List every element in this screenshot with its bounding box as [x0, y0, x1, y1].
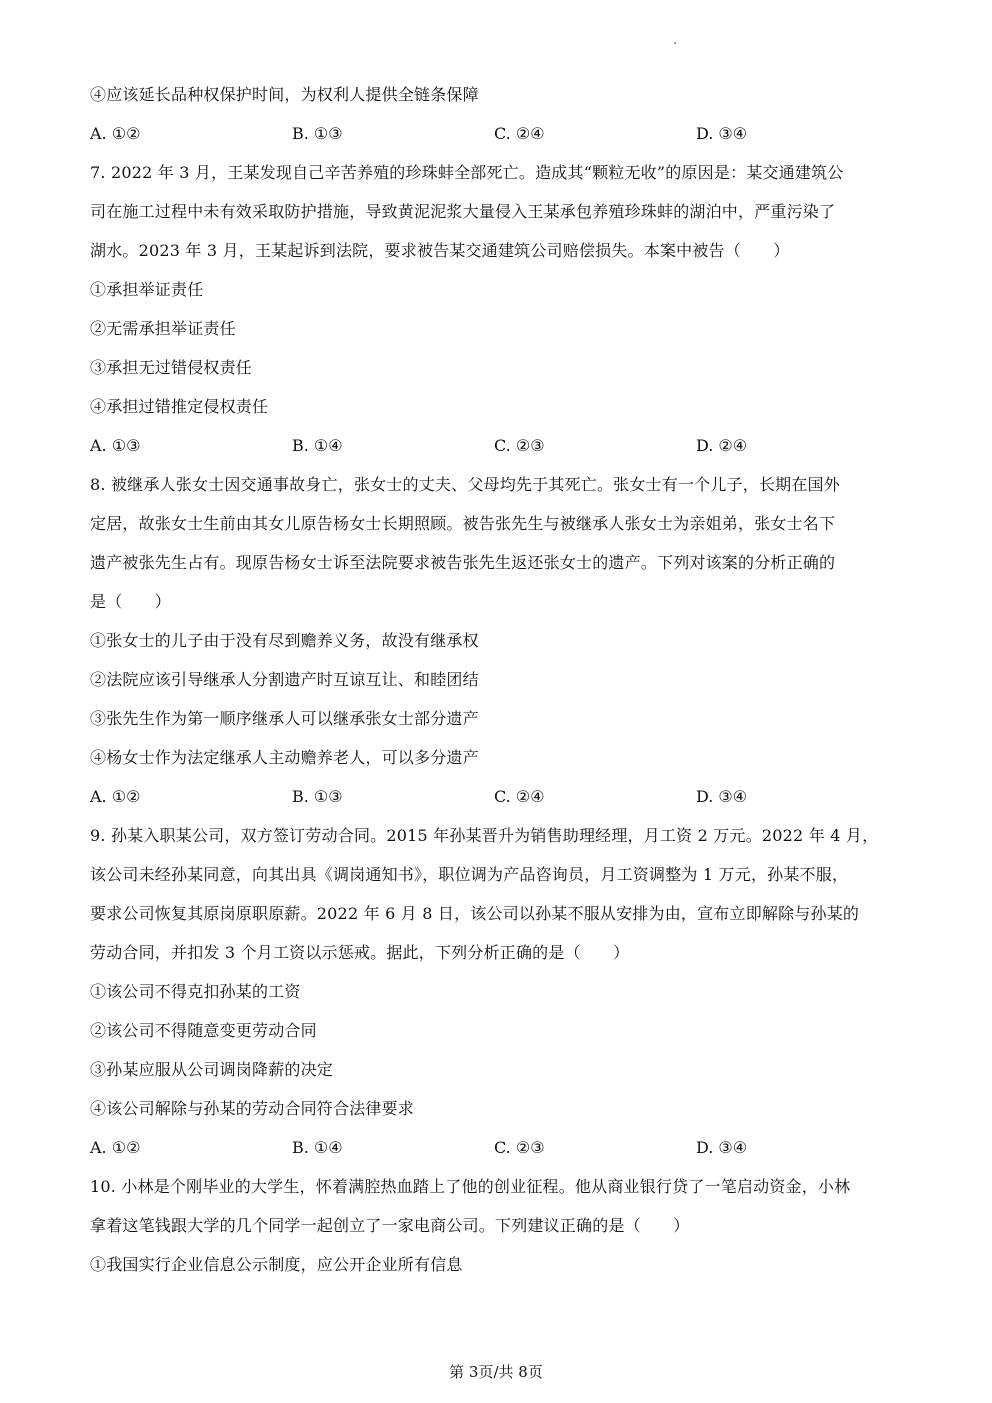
q7-item-4: ④承担过错推定侵权责任 — [90, 397, 269, 416]
q9-item-4: ④该公司解除与孙某的劳动合同符合法律要求 — [90, 1099, 415, 1118]
q8-option-c: C. ②④ — [494, 787, 545, 806]
q9-stem-line-4: 劳动合同，并扣发 3 个月工资以示惩戒。据此，下列分析正确的是（ ） — [90, 943, 630, 962]
q7-stem-line-2: 司在施工过程中未有效采取防护措施，导致黄泥泥浆大量侵入王某承包养殖珍珠蚌的湖泊中，严重污染了 — [90, 202, 836, 221]
q9-option-d: D. ③④ — [696, 1138, 748, 1157]
q6-option-a: A. ①② — [90, 124, 141, 143]
q8-stem-line-4: 是（ ） — [90, 592, 172, 611]
q8-option-d: D. ③④ — [696, 787, 748, 806]
q6-option-c: C. ②④ — [494, 124, 545, 143]
q9-stem-line-2: 该公司未经孙某同意，向其出具《调岗通知书》，职位调为产品咨询员，月工资调整为 1 万元，孙某不服， — [90, 865, 849, 884]
q10-stem-line-2: 拿着这笔钱跟大学的几个同学一起创立了一家电商公司。下列建议正确的是（ ） — [90, 1216, 690, 1235]
q6-options — [90, 124, 910, 144]
page-footer: 第 3页/共 8页 — [449, 1363, 543, 1381]
q8-stem-line-2: 定居，故张女士生前由其女儿原告杨女士长期照顾。被告张先生与被继承人张女士为亲姐弟，张女士名下 — [90, 514, 836, 533]
q9-option-b: B. ①④ — [292, 1138, 343, 1157]
q8-item-2: ②法院应该引导继承人分割遗产时互谅互让、和睦团结 — [90, 670, 479, 689]
q7-stem-line-3: 湖水。2023 年 3 月，王某起诉到法院，要求被告某交通建筑公司赔偿损失。本案中被告（ ） — [90, 241, 790, 260]
q7-stem-line-1: 7. 2022 年 3 月，王某发现自己辛苦养殖的珍珠蚌全部死亡。造成其“颗粒无收”的原因是：某交通建筑公 — [90, 163, 844, 182]
q9-item-3: ③孙某应服从公司调岗降薪的决定 — [90, 1060, 334, 1079]
q8-stem-line-3: 遗产被张先生占有。现原告杨女士诉至法院要求被告张先生返还张女士的遗产。下列对该案的分析正确的 — [90, 553, 836, 572]
q8-stem-line-1: 8. 被继承人张女士因交通事故身亡，张女士的丈夫、父母均先于其死亡。张女士有一个儿子，长期在国外 — [90, 475, 840, 494]
q7-item-3: ③承担无过错侵权责任 — [90, 358, 253, 377]
q7-options — [90, 436, 910, 456]
q8-item-3: ③张先生作为第一顺序继承人可以继承张女士部分遗产 — [90, 709, 479, 728]
q8-option-a: A. ①② — [90, 787, 141, 806]
q10-item-1: ①我国实行企业信息公示制度，应公开企业所有信息 — [90, 1255, 463, 1274]
scan-speck — [674, 42, 676, 44]
q7-option-b: B. ①④ — [292, 436, 343, 455]
q8-option-b: B. ①③ — [292, 787, 343, 806]
q9-option-a: A. ①② — [90, 1138, 141, 1157]
q10-stem-line-1: 10. 小林是个刚毕业的大学生，怀着满腔热血踏上了他的创业征程。他从商业银行贷了一笔启动资金，小林 — [90, 1177, 851, 1196]
q6-option-d: D. ③④ — [696, 124, 748, 143]
q9-option-c: C. ②③ — [494, 1138, 545, 1157]
q6-option-b: B. ①③ — [292, 124, 343, 143]
q7-option-c: C. ②③ — [494, 436, 545, 455]
q9-stem-line-3: 要求公司恢复其原岗原职原薪。2022 年 6 月 8 日，该公司以孙某不服从安排为由，宣布立即解除与孙某的 — [90, 904, 860, 923]
q8-item-1: ①张女士的儿子由于没有尽到赡养义务，故没有继承权 — [90, 631, 479, 650]
q7-item-1: ①承担举证责任 — [90, 280, 204, 299]
q9-stem-line-1: 9. 孙某入职某公司，双方签订劳动合同。2015 年孙某晋升为销售助理经理，月工资 2 万元。2022 年 4 月， — [90, 826, 879, 845]
q9-item-2: ②该公司不得随意变更劳动合同 — [90, 1021, 317, 1040]
q8-item-4: ④杨女士作为法定继承人主动赡养老人，可以多分遗产 — [90, 748, 479, 767]
q9-item-1: ①该公司不得克扣孙某的工资 — [90, 982, 301, 1001]
q7-item-2: ②无需承担举证责任 — [90, 319, 236, 338]
q6-item-4: ④应该延长品种权保护时间，为权利人提供全链条保障 — [90, 85, 479, 104]
q9-options — [90, 1138, 910, 1158]
q7-option-d: D. ②④ — [696, 436, 748, 455]
q8-options — [90, 787, 910, 807]
q7-option-a: A. ①③ — [90, 436, 141, 455]
